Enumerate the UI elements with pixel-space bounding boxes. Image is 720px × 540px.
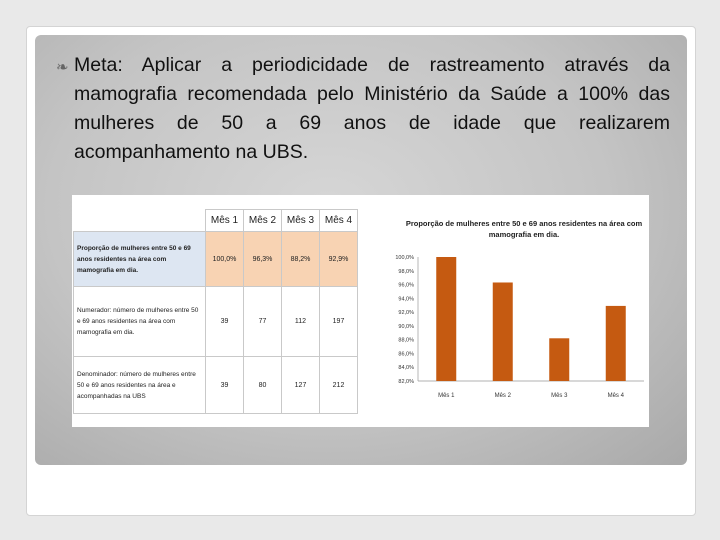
y-tick-label: 86,0%: [398, 351, 414, 358]
y-tick-label: 84,0%: [398, 365, 414, 372]
x-tick-label: Mês 1: [438, 393, 455, 399]
table-header-row: [74, 210, 358, 232]
table-cell: 88,2%: [282, 232, 320, 287]
table-cell: 127: [282, 357, 320, 414]
y-tick-label: 94,0%: [398, 296, 414, 303]
x-tick-label: Mês 4: [607, 393, 624, 399]
bar-1: [436, 257, 456, 381]
x-tick-label: Mês 2: [494, 393, 511, 399]
table-header-month-2: Mês 2: [244, 210, 282, 232]
table-row-numerator: [74, 287, 358, 357]
goal-paragraph: [74, 51, 670, 167]
bar-4: [606, 306, 626, 381]
goal-description: Aplicar a periodicidade de rastreamento através da mamografia recomendada pelo Ministério da Saúde a 100% das mulheres de 50 a 69 anos de idade que realizarem acompanhamento na UBS.: [74, 54, 670, 163]
table-row-proportion: [74, 232, 358, 287]
table-cell: 77: [244, 287, 282, 357]
table-row-label: Numerador: número de mulheres entre 50 e 69 anos residentes na área com mamografia em dia.: [74, 287, 206, 357]
table-corner: [74, 210, 206, 232]
table-row-denominator: [74, 357, 358, 414]
table-cell: 100,0%: [206, 232, 244, 287]
indicator-table: [73, 209, 358, 414]
y-tick-label: 92,0%: [398, 310, 414, 317]
chart-title: Proporção de mulheres entre 50 e 69 anos residentes na área com mamografia em dia.: [405, 219, 643, 239]
y-tick-label: 100,0%: [395, 255, 414, 261]
table-header-month-4: Mês 4: [320, 210, 358, 232]
table-row-label: Proporção de mulheres entre 50 e 69 anos residentes na área com mamografia em dia.: [74, 232, 206, 287]
table-cell: 39: [206, 287, 244, 357]
y-tick-label: 90,0%: [398, 323, 414, 330]
y-tick-label: 82,0%: [398, 379, 414, 385]
table-cell: 92,9%: [320, 232, 358, 287]
x-tick-label: Mês 3: [551, 393, 568, 399]
y-tick-label: 96,0%: [398, 282, 414, 289]
y-tick-label: 98,0%: [398, 268, 414, 275]
table-row-label: Denominador: número de mulheres entre 50 e 69 anos residentes na área e acompanhadas na UBS: [74, 357, 206, 414]
indicator-figure: [72, 195, 649, 427]
bar-3: [549, 338, 569, 381]
bar-chart: [374, 195, 649, 427]
bullet-icon: ❧: [56, 59, 69, 76]
table-header-month-3: Mês 3: [282, 210, 320, 232]
table-cell: 80: [244, 357, 282, 414]
bar-2: [493, 282, 513, 381]
table-cell: 39: [206, 357, 244, 414]
table-cell: 112: [282, 287, 320, 357]
table-header-month-1: Mês 1: [206, 210, 244, 232]
table-cell: 212: [320, 357, 358, 414]
table-cell: 96,3%: [244, 232, 282, 287]
goal-label: Meta:: [74, 54, 123, 76]
chart-canvas: [374, 195, 649, 427]
y-tick-label: 88,0%: [398, 337, 414, 344]
table-cell: 197: [320, 287, 358, 357]
